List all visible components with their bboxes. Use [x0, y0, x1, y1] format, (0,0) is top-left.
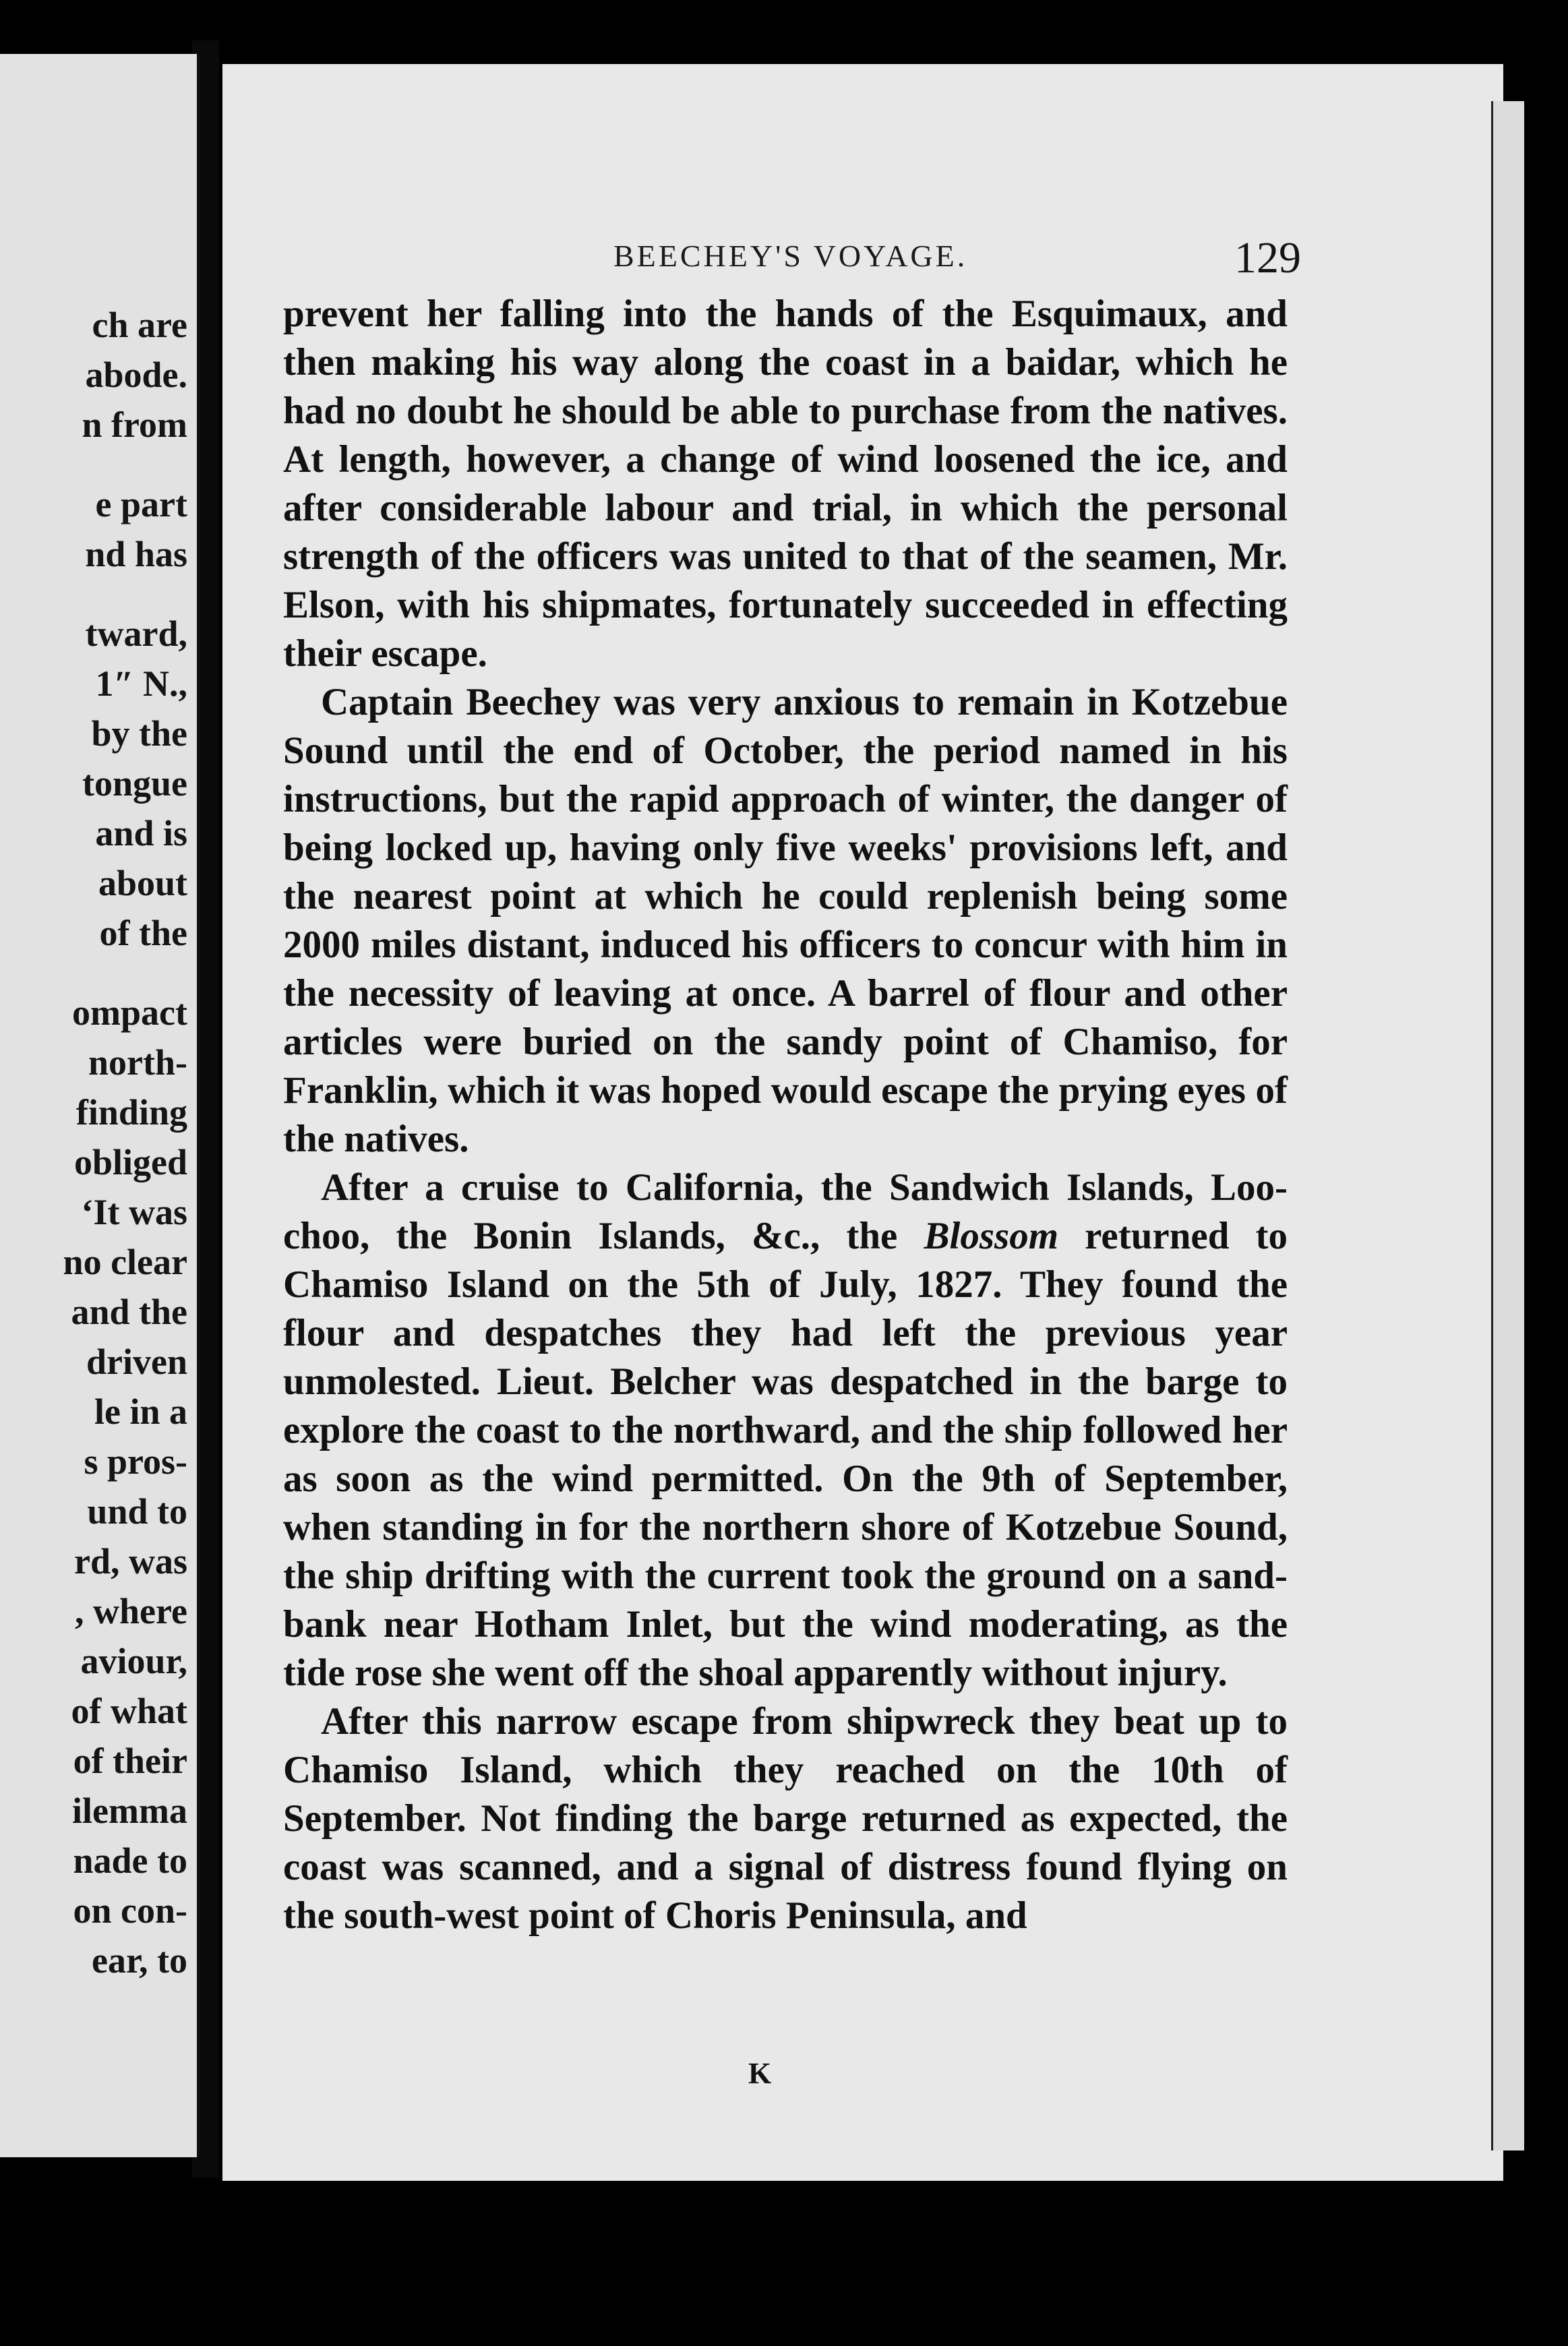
left-line: , where [75, 1591, 187, 1631]
left-line: ‘It was [81, 1192, 187, 1232]
left-line: north- [88, 1042, 187, 1083]
body-text [283, 290, 1288, 1940]
signature-mark: K [748, 2057, 772, 2090]
left-line: of the [99, 913, 187, 953]
page-header [297, 233, 1301, 293]
left-line: finding [76, 1092, 187, 1133]
left-line: tward, [85, 613, 187, 654]
left-line: und to [87, 1491, 187, 1532]
left-line: of their [73, 1741, 187, 1781]
left-line: nd has [85, 534, 187, 574]
running-head: BEECHEY'S VOYAGE. [613, 239, 968, 273]
left-line: no clear [63, 1242, 187, 1282]
left-line: nade to [73, 1840, 187, 1881]
left-line: driven [86, 1342, 187, 1382]
page-number: 129 [1234, 233, 1301, 282]
left-line: 1″ N., [95, 663, 187, 704]
paragraph-text: returned to Chamiso Island on the 5th of July, 1827. They found the flour and despatches they had left the previous year unmolested. Lieut. Belcher was despatched in the barge to explore the coast to the northward, and the ship followed her as soon as the wind permitted. On the 9th of September, when standing in for the northern shore of Kotzebue Sound, the ship drifting with the current took the ground on a sand-bank near Hotham Inlet, but the wind moderating, as the tide rose she went off the shoal apparently without injury. [283, 1215, 1288, 1694]
left-line: obliged [73, 1142, 187, 1182]
left-page-lines [63, 300, 187, 1985]
left-line: ear, to [92, 1940, 187, 1981]
paragraph-text: After a cruise to California, the Sandwich Islands, Loo-choo, the Bonin Islands, &c., the [283, 1166, 1288, 1257]
left-line: and is [95, 813, 187, 853]
left-line: abode. [85, 355, 187, 395]
left-line: about [98, 863, 187, 903]
left-line: of what [71, 1691, 187, 1731]
left-line: ch are [92, 305, 187, 345]
ship-name: Blossom [924, 1215, 1059, 1257]
page-edge [1491, 101, 1524, 2150]
left-line: and the [71, 1292, 187, 1332]
paragraph: prevent her falling into the hands of the Esquimaux, and then making his way along the coast in a baidar, which he had no doubt he should be able to purchase from the natives. At length, however, a change of wind loosened the ice, and after considerable labour and trial, in which the personal strength of the officers was united to that of the seamen, Mr. Elson, with his shipmates, fortunately succeeded in effecting their escape. [283, 293, 1288, 675]
left-line: rd, was [73, 1541, 187, 1582]
left-line: e part [95, 484, 187, 524]
left-line: ompact [72, 992, 187, 1033]
left-page-fragment [0, 54, 200, 2157]
paragraph: After this narrow escape from shipwreck they beat up to Chamiso Island, which they reached on the 10th of September. Not finding the barge returned as expected, the coast was scanned, and a signal of distress found flying on the south-west point of Choris Peninsula, and [283, 1700, 1288, 1937]
left-line: le in a [94, 1391, 187, 1432]
left-line: n from [82, 404, 187, 445]
paragraph: Captain Beechey was very anxious to remain in Kotzebue Sound until the end of October, the period named in his instructions, but the rapid approach of winter, the danger of being locked up, having only five weeks' provisions left, and the nearest point at which he could replenish being some 2000 miles distant, induced his officers to concur with him in the necessity of leaving at once. A barrel of flour and other articles were buried on the sandy point of Chamiso, for Franklin, which it was hoped would escape the prying eyes of the natives. [283, 681, 1288, 1160]
left-line: aviour, [80, 1641, 187, 1681]
left-line: ilemma [72, 1791, 187, 1831]
paragraph [283, 1164, 1288, 1697]
left-line: by the [91, 713, 187, 754]
left-line: on con- [73, 1890, 187, 1931]
left-line: s pros- [84, 1441, 187, 1482]
left-line: tongue [82, 763, 187, 804]
